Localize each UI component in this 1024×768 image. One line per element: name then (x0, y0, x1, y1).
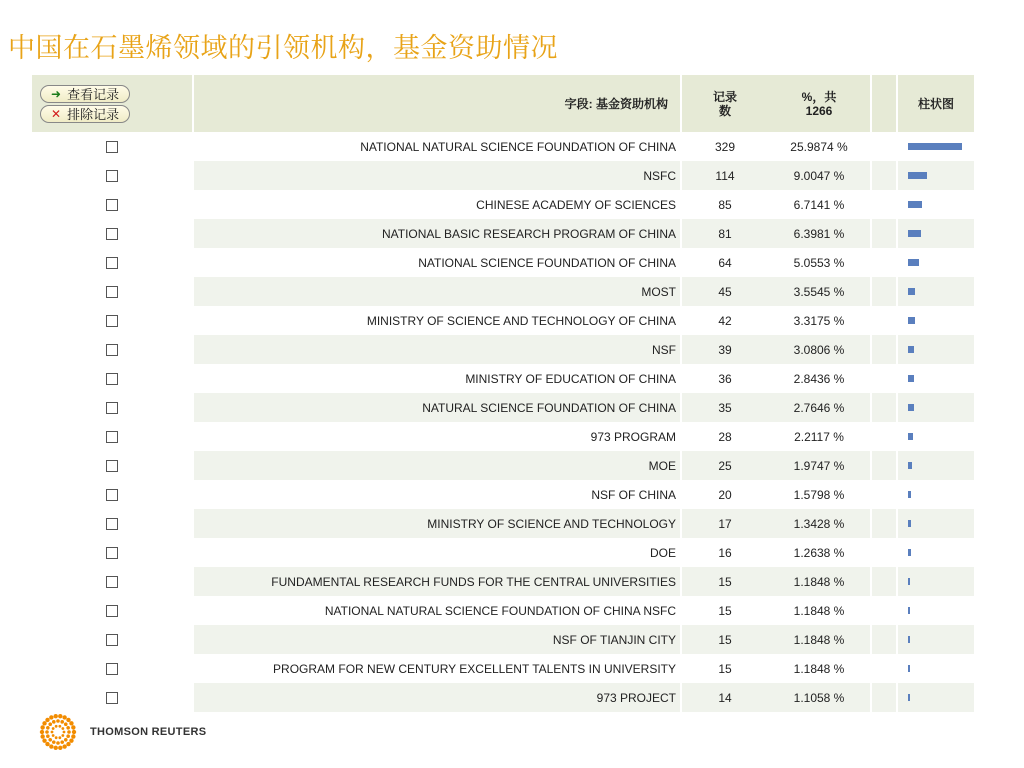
logo-dot (52, 720, 56, 724)
logo-dot (60, 720, 64, 724)
funding-agency-name: FUNDAMENTAL RESEARCH FUNDS FOR THE CENTRAL UNIVERSITIES (192, 567, 682, 596)
row-checkbox[interactable] (106, 692, 118, 704)
table-row (32, 277, 974, 306)
percent-bar (908, 288, 915, 295)
table-row (32, 422, 974, 451)
bar-cell (898, 596, 974, 625)
logo-dot (67, 730, 71, 734)
table-row (32, 190, 974, 219)
logo-dot (62, 715, 66, 719)
record-percent: 1.3428 % (768, 509, 872, 538)
percent-header-line2: 1266 (805, 103, 833, 118)
logo-dot (61, 727, 64, 730)
record-count: 25 (682, 451, 768, 480)
table-row (32, 364, 974, 393)
percent-bar (908, 317, 915, 324)
percent-bar (908, 694, 910, 701)
table-row (32, 306, 974, 335)
logo-dot (56, 719, 60, 723)
record-percent: 1.1848 % (768, 596, 872, 625)
row-spacer (872, 451, 898, 480)
record-percent: 2.7646 % (768, 393, 872, 422)
row-checkbox[interactable] (106, 199, 118, 211)
record-count: 64 (682, 248, 768, 277)
table-row (32, 509, 974, 538)
table-row (32, 538, 974, 567)
record-percent: 1.2638 % (768, 538, 872, 567)
table-row (32, 132, 974, 161)
logo-dot (48, 722, 52, 726)
bar-chart-header-label: 柱状图 (917, 97, 954, 111)
row-select-cell (32, 364, 192, 393)
bar-cell (898, 422, 974, 451)
record-percent: 6.3981 % (768, 219, 872, 248)
row-spacer (872, 132, 898, 161)
bar-cell (898, 625, 974, 654)
logo-dot (55, 725, 58, 728)
logo-dot (61, 734, 64, 737)
percent-header-line1: %，共 (801, 89, 837, 104)
record-count: 85 (682, 190, 768, 219)
percent-bar (908, 404, 914, 411)
row-spacer (872, 625, 898, 654)
row-select-cell (32, 219, 192, 248)
record-count: 35 (682, 393, 768, 422)
records-header-line2: 数 (718, 103, 731, 118)
percent-bar (908, 520, 911, 527)
exclude-records-button[interactable] (40, 105, 130, 123)
percent-bar (908, 346, 914, 353)
percent-bar (908, 143, 962, 150)
funding-agency-name: NSFC (192, 161, 682, 190)
logo-dot (64, 738, 68, 742)
logo-dot (62, 744, 66, 748)
logo-dot (54, 746, 58, 750)
record-count: 28 (682, 422, 768, 451)
table-row (32, 451, 974, 480)
arrow-right-icon: ➜ (51, 86, 62, 101)
row-spacer (872, 567, 898, 596)
record-percent: 1.9747 % (768, 451, 872, 480)
record-percent: 25.9874 % (768, 132, 872, 161)
row-checkbox[interactable] (106, 286, 118, 298)
logo-dot (49, 744, 53, 748)
close-icon: ✕ (51, 106, 62, 121)
table-row (32, 219, 974, 248)
logo-dot (71, 725, 75, 729)
row-checkbox[interactable] (106, 489, 118, 501)
row-spacer (872, 596, 898, 625)
record-count: 45 (682, 277, 768, 306)
funding-agency-name: MOE (192, 451, 682, 480)
bar-cell (898, 509, 974, 538)
record-percent: 1.1848 % (768, 567, 872, 596)
funding-agency-name: MINISTRY OF EDUCATION OF CHINA (192, 364, 682, 393)
record-percent: 2.2117 % (768, 422, 872, 451)
row-checkbox[interactable] (106, 518, 118, 530)
percent-column-header (768, 75, 872, 132)
table-row (32, 480, 974, 509)
table-row (32, 567, 974, 596)
record-percent: 6.7141 % (768, 190, 872, 219)
view-records-button[interactable] (40, 85, 130, 103)
funding-agency-name: NATIONAL SCIENCE FOUNDATION OF CHINA (192, 248, 682, 277)
logo-dot (69, 738, 73, 742)
row-checkbox[interactable] (106, 663, 118, 675)
row-spacer (872, 393, 898, 422)
row-select-cell (32, 335, 192, 364)
record-count: 15 (682, 596, 768, 625)
row-checkbox[interactable] (106, 373, 118, 385)
bar-cell (898, 393, 974, 422)
bar-chart-column-header (898, 75, 974, 132)
bar-cell (898, 364, 974, 393)
percent-bar (908, 665, 910, 672)
logo-dot (52, 727, 55, 730)
table-row (32, 248, 974, 277)
logo-dot (40, 734, 44, 738)
row-select-cell (32, 567, 192, 596)
row-select-cell (32, 132, 192, 161)
percent-bar (908, 549, 911, 556)
record-percent: 1.1848 % (768, 625, 872, 654)
record-percent: 5.0553 % (768, 248, 872, 277)
logo-dot (42, 721, 46, 725)
bar-cell (898, 161, 974, 190)
records-column-header (682, 75, 768, 132)
logo-dot (54, 714, 58, 718)
table-row (32, 654, 974, 683)
record-count: 14 (682, 683, 768, 712)
bar-cell (898, 538, 974, 567)
row-checkbox[interactable] (106, 170, 118, 182)
row-spacer (872, 219, 898, 248)
record-count: 329 (682, 132, 768, 161)
row-checkbox[interactable] (106, 141, 118, 153)
row-checkbox[interactable] (106, 576, 118, 588)
percent-bar (908, 259, 919, 266)
table-row (32, 683, 974, 712)
view-records-label: 查看记录 (67, 88, 120, 103)
logo-dot (69, 721, 73, 725)
thomson-reuters-logo-icon (38, 712, 78, 752)
table-row (32, 393, 974, 422)
funding-agency-name: MINISTRY OF SCIENCE AND TECHNOLOGY OF CHINA (192, 306, 682, 335)
logo-dot (48, 738, 52, 742)
bar-cell (898, 567, 974, 596)
funding-agency-name: NSF OF CHINA (192, 480, 682, 509)
funding-agency-name: NATIONAL NATURAL SCIENCE FOUNDATION OF CHINA (192, 132, 682, 161)
funding-agency-table (32, 75, 974, 712)
logo-dot (40, 725, 44, 729)
bar-cell (898, 480, 974, 509)
percent-bar (908, 172, 927, 179)
record-count: 17 (682, 509, 768, 538)
logo-dot (64, 722, 68, 726)
table-row (32, 335, 974, 364)
row-checkbox[interactable] (106, 228, 118, 240)
row-checkbox[interactable] (106, 431, 118, 443)
bar-cell (898, 451, 974, 480)
row-checkbox[interactable] (106, 460, 118, 472)
logo-dot (51, 731, 54, 734)
row-spacer (872, 161, 898, 190)
logo-dot (46, 734, 50, 738)
logo-dot (66, 718, 70, 722)
row-select-cell (32, 683, 192, 712)
row-checkbox[interactable] (106, 547, 118, 559)
row-select-cell (32, 451, 192, 480)
bar-cell (898, 248, 974, 277)
row-spacer (872, 335, 898, 364)
percent-bar (908, 491, 911, 498)
logo-dot (63, 731, 66, 734)
row-spacer (872, 480, 898, 509)
logo-dot (71, 734, 75, 738)
logo-dot (45, 730, 49, 734)
record-percent: 3.0806 % (768, 335, 872, 364)
row-spacer (872, 190, 898, 219)
row-select-cell (32, 625, 192, 654)
record-count: 42 (682, 306, 768, 335)
bar-cell (898, 335, 974, 364)
record-percent: 3.3175 % (768, 306, 872, 335)
table-row (32, 625, 974, 654)
record-percent: 2.8436 % (768, 364, 872, 393)
bar-cell (898, 219, 974, 248)
record-count: 114 (682, 161, 768, 190)
row-checkbox[interactable] (106, 315, 118, 327)
row-spacer (872, 306, 898, 335)
bar-cell (898, 654, 974, 683)
percent-bar (908, 230, 921, 237)
logo-dot (56, 741, 60, 745)
percent-bar (908, 462, 912, 469)
table-row (32, 596, 974, 625)
logo-dot (45, 718, 49, 722)
table-row (32, 161, 974, 190)
row-spacer (872, 364, 898, 393)
logo-dot (58, 736, 61, 739)
logo-dot (66, 726, 70, 730)
row-select-cell (32, 538, 192, 567)
header-spacer (872, 75, 898, 132)
record-count: 15 (682, 625, 768, 654)
row-select-cell (32, 596, 192, 625)
funding-agency-name: NATIONAL NATURAL SCIENCE FOUNDATION OF CHINA NSFC (192, 596, 682, 625)
brand-name: THOMSON REUTERS (90, 726, 207, 738)
record-actions (32, 75, 192, 132)
funding-agency-name: NATIONAL BASIC RESEARCH PROGRAM OF CHINA (192, 219, 682, 248)
row-checkbox[interactable] (106, 344, 118, 356)
percent-bar (908, 607, 910, 614)
row-select-cell (32, 422, 192, 451)
row-spacer (872, 248, 898, 277)
percent-bar (908, 201, 922, 208)
row-spacer (872, 683, 898, 712)
thomson-reuters-logo (38, 712, 206, 752)
logo-dot (58, 714, 62, 718)
logo-dot (45, 742, 49, 746)
row-spacer (872, 277, 898, 306)
funding-agency-name: 973 PROJECT (192, 683, 682, 712)
funding-agency-name: PROGRAM FOR NEW CENTURY EXCELLENT TALENTS IN UNIVERSITY (192, 654, 682, 683)
row-select-cell (32, 509, 192, 538)
slide-title: 中国在石墨烯领域的引领机构，基金资助情况 (8, 33, 558, 64)
funding-agency-name: NSF (192, 335, 682, 364)
row-select-cell (32, 654, 192, 683)
funding-agency-name: MINISTRY OF SCIENCE AND TECHNOLOGY (192, 509, 682, 538)
logo-dot (66, 734, 70, 738)
row-checkbox[interactable] (106, 402, 118, 414)
row-checkbox[interactable] (106, 605, 118, 617)
logo-dot (55, 736, 58, 739)
bar-cell (898, 683, 974, 712)
row-select-cell (32, 277, 192, 306)
record-percent: 1.5798 % (768, 480, 872, 509)
row-spacer (872, 538, 898, 567)
row-select-cell (32, 190, 192, 219)
field-header-label: 字段: 基金资助机构 (564, 97, 668, 111)
record-percent: 1.1058 % (768, 683, 872, 712)
percent-bar (908, 636, 910, 643)
row-spacer (872, 654, 898, 683)
row-spacer (872, 509, 898, 538)
row-spacer (872, 422, 898, 451)
row-select-cell (32, 248, 192, 277)
table-body (32, 132, 974, 712)
record-count: 20 (682, 480, 768, 509)
funding-agency-name: CHINESE ACADEMY OF SCIENCES (192, 190, 682, 219)
table-header (32, 75, 974, 132)
row-checkbox[interactable] (106, 634, 118, 646)
logo-dot (49, 715, 53, 719)
funding-agency-name: NATURAL SCIENCE FOUNDATION OF CHINA (192, 393, 682, 422)
field-column-header (192, 75, 682, 132)
logo-dot (42, 738, 46, 742)
funding-agency-name: NSF OF TIANJIN CITY (192, 625, 682, 654)
percent-bar (908, 578, 910, 585)
record-count: 39 (682, 335, 768, 364)
record-percent: 9.0047 % (768, 161, 872, 190)
record-percent: 3.5545 % (768, 277, 872, 306)
row-select-cell (32, 393, 192, 422)
record-percent: 1.1848 % (768, 654, 872, 683)
row-select-cell (32, 306, 192, 335)
bar-cell (898, 277, 974, 306)
record-count: 15 (682, 654, 768, 683)
logo-dot (58, 746, 62, 750)
logo-dot (52, 740, 56, 744)
bar-cell (898, 190, 974, 219)
record-count: 16 (682, 538, 768, 567)
funding-agency-name: MOST (192, 277, 682, 306)
record-count: 81 (682, 219, 768, 248)
logo-dot (58, 725, 61, 728)
logo-dot (66, 742, 70, 746)
bar-cell (898, 306, 974, 335)
logo-dot (60, 740, 64, 744)
bar-cell (898, 132, 974, 161)
row-checkbox[interactable] (106, 257, 118, 269)
record-count: 36 (682, 364, 768, 393)
funding-agency-name: DOE (192, 538, 682, 567)
record-count: 15 (682, 567, 768, 596)
records-header-line1: 记录 (712, 89, 737, 104)
percent-bar (908, 433, 913, 440)
exclude-records-label: 排除记录 (67, 108, 120, 123)
logo-dot (40, 730, 44, 734)
funding-agency-name: 973 PROGRAM (192, 422, 682, 451)
row-select-cell (32, 480, 192, 509)
row-select-cell (32, 161, 192, 190)
percent-bar (908, 375, 914, 382)
logo-dot (52, 734, 55, 737)
logo-dot (72, 730, 76, 734)
logo-dot (46, 726, 50, 730)
